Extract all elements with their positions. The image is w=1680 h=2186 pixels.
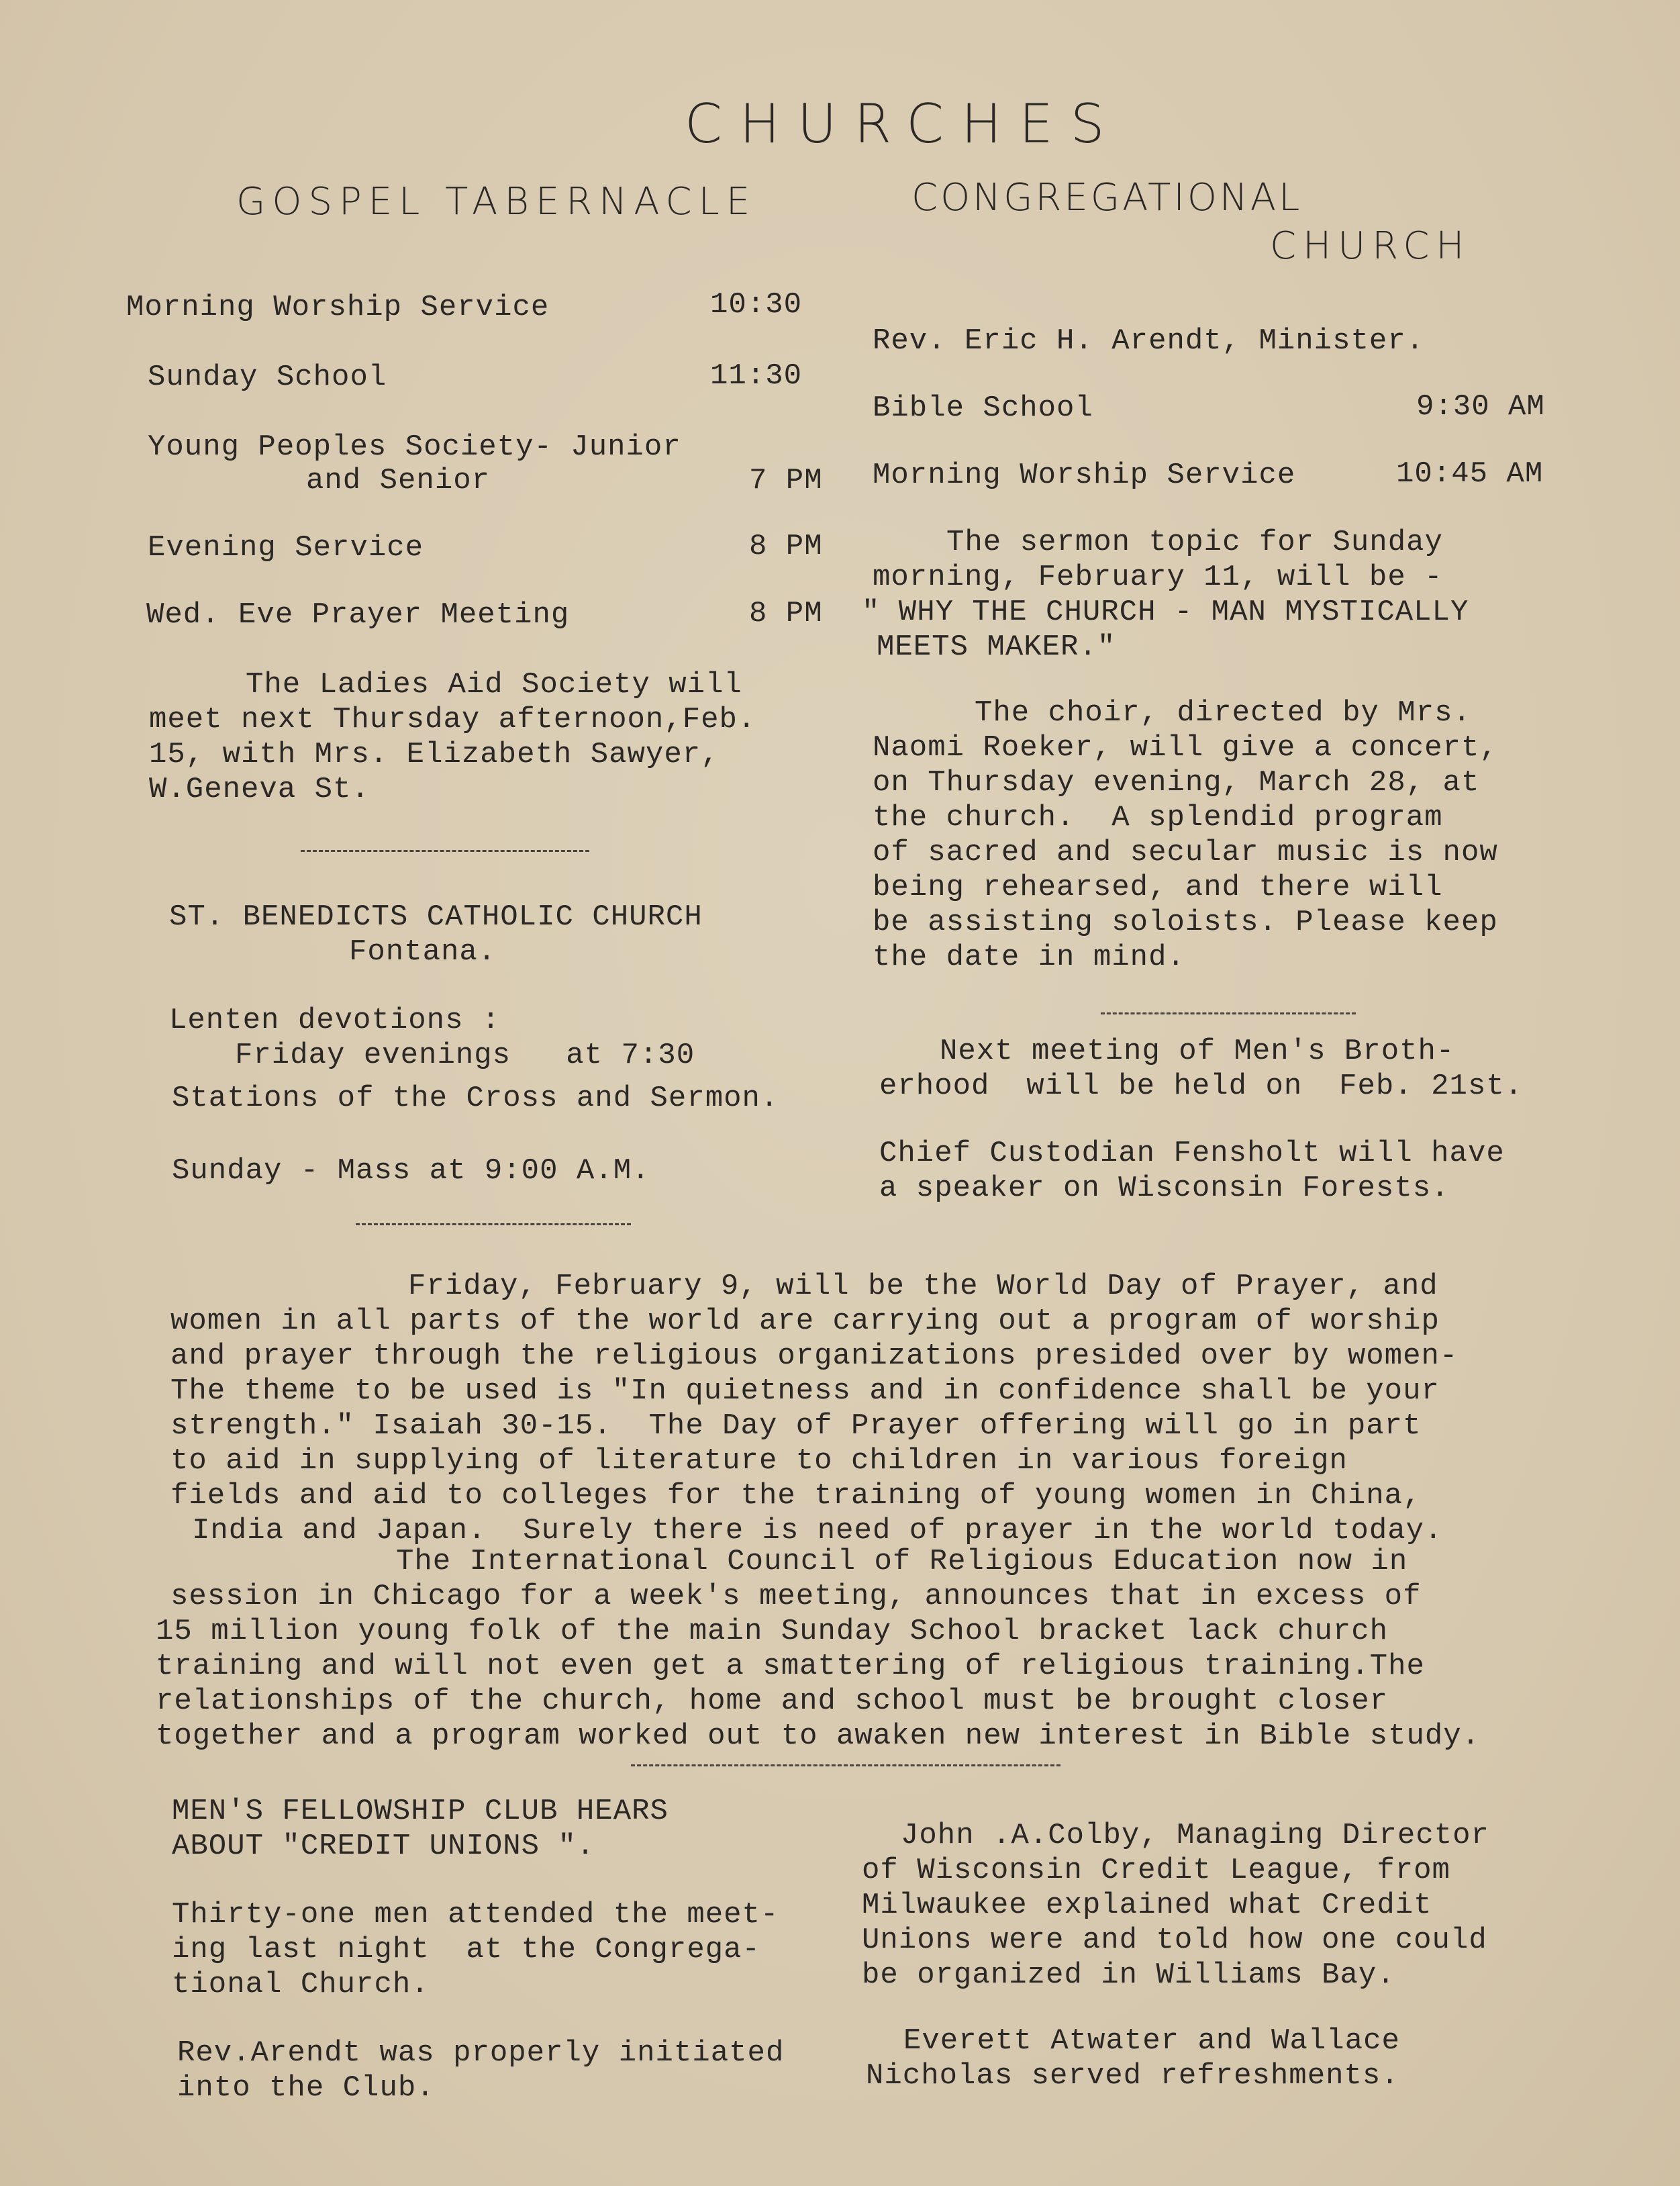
divider (356, 1223, 631, 1225)
text-line: Next meeting of Men's Broth- (940, 1035, 1455, 1068)
congregational-heading-line1: CONGREGATIONAL (911, 176, 1303, 220)
text-line: training and will not even get a smattering of religious training.The (156, 1650, 1425, 1683)
text-line: be assisting soloists. Please keep (873, 906, 1498, 939)
gospel-tabernacle-heading: GOSPEL TABERNACLE (236, 180, 757, 224)
congregational-heading-line2: CHURCH (1270, 224, 1471, 268)
text-line: the date in mind. (873, 941, 1185, 974)
text-line: Unions were and told how one could (862, 1923, 1487, 1957)
text-line: women in all parts of the world are carrying out a program of worship (170, 1304, 1440, 1338)
text-line: of Wisconsin Credit League, from (862, 1854, 1450, 1887)
text-line: meet next Thursday afternoon,Feb. (149, 703, 756, 736)
text-line: " WHY THE CHURCH - MAN MYSTICALLY (862, 596, 1469, 629)
text-line: Stations of the Cross and Sermon. (172, 1082, 779, 1115)
text-line: The Ladies Aid Society will (246, 668, 742, 702)
text-line: John .A.Colby, Managing Director (901, 1819, 1489, 1852)
text-line: Friday, February 9, will be the World Day of Prayer, and (408, 1270, 1438, 1303)
schedule-time: 9:30 AM (1416, 390, 1545, 424)
text-line: and prayer through the religious organizations presided over by women- (170, 1339, 1459, 1373)
schedule-time: 11:30 (710, 359, 803, 393)
text-line: morning, February 11, will be - (873, 561, 1443, 594)
text-line: relationships of the church, home and school must be brought closer (156, 1684, 1389, 1718)
text-line: the church. A splendid program (873, 801, 1443, 835)
text-line: together and a program worked out to awaken new interest in Bible study. (156, 1719, 1481, 1753)
text-line: Naomi Roeker, will give a concert, (873, 731, 1498, 765)
minister: Rev. Eric H. Arendt, Minister. (873, 324, 1425, 358)
text-line: Everett Atwater and Wallace (903, 2024, 1400, 2058)
text-line: Lenten devotions : (169, 1004, 501, 1037)
text-line: tional Church. (172, 1968, 430, 2001)
text-line: India and Japan. Surely there is need of prayer in the world today. (192, 1514, 1443, 1548)
text-line: strength." Isaiah 30-15. The Day of Prayer offering will go in part (170, 1409, 1422, 1443)
text-line: fields and aid to colleges for the training of young women in China, (170, 1479, 1422, 1513)
schedule-event: Morning Worship Service (126, 291, 550, 324)
text-line: The theme to be used is "In quietness and in confidence shall be your (170, 1374, 1440, 1408)
schedule-time: 10:45 AM (1396, 457, 1544, 491)
text-line: MEETS MAKER." (877, 630, 1116, 664)
text-line: The International Council of Religious Education now in (396, 1545, 1408, 1578)
headline-line: ABOUT "CREDIT UNIONS ". (172, 1829, 595, 1863)
text-line: Nicholas served refreshments. (866, 2059, 1399, 2093)
schedule-event: Young Peoples Society- Junior (148, 430, 681, 464)
schedule-event: Wed. Eve Prayer Meeting (146, 598, 570, 632)
text-line: The sermon topic for Sunday (946, 526, 1443, 559)
text-line: Sunday - Mass at 9:00 A.M. (172, 1154, 650, 1188)
text-line: a speaker on Wisconsin Forests. (879, 1172, 1450, 1205)
location: Fontana. (349, 935, 497, 969)
schedule-time: 8 PM (749, 530, 823, 563)
divider (1101, 1012, 1356, 1014)
schedule-event: Sunday School (148, 361, 387, 394)
section-heading: ST. BENEDICTS CATHOLIC CHURCH (169, 900, 703, 934)
schedule-time: 8 PM (749, 597, 823, 630)
page-title: CHURCHES (685, 93, 1122, 155)
text-line: on Thursday evening, March 28, at (873, 766, 1480, 800)
divider (301, 850, 589, 852)
schedule-time: 7 PM (749, 464, 823, 497)
headline-line: MEN'S FELLOWSHIP CLUB HEARS (172, 1795, 669, 1828)
text-line: Friday evenings at 7:30 (235, 1039, 695, 1072)
schedule-event: Evening Service (148, 531, 424, 565)
text-line: erhood will be held on Feb. 21st. (879, 1070, 1524, 1103)
divider (631, 1764, 1060, 1766)
text-line: being rehearsed, and there will (873, 871, 1443, 904)
text-line: session in Chicago for a week's meeting, announces that in excess of (170, 1580, 1422, 1613)
text-line: 15 million young folk of the main Sunday School bracket lack church (156, 1615, 1389, 1648)
text-line: 15, with Mrs. Elizabeth Sawyer, (149, 738, 720, 771)
text-line: be organized in Williams Bay. (862, 1958, 1395, 1992)
text-line: Chief Custodian Fensholt will have (879, 1137, 1505, 1170)
text-line: Milwaukee explained what Credit (862, 1889, 1432, 1922)
text-line: Rev.Arendt was properly initiated (177, 2036, 785, 2070)
text-line: W.Geneva St. (149, 773, 370, 806)
schedule-time: 10:30 (710, 288, 803, 322)
schedule-event: Bible School (873, 391, 1093, 425)
text-line: ing last night at the Congrega- (172, 1933, 760, 1966)
schedule-event-cont: and Senior (306, 464, 491, 497)
schedule-event: Morning Worship Service (873, 459, 1296, 492)
text-line: The choir, directed by Mrs. (975, 696, 1471, 730)
text-line: into the Club. (177, 2071, 435, 2105)
text-line: to aid in supplying of literature to children in various foreign (170, 1444, 1348, 1478)
text-line: Thirty-one men attended the meet- (172, 1898, 779, 1932)
text-line: of sacred and secular music is now (873, 836, 1498, 869)
